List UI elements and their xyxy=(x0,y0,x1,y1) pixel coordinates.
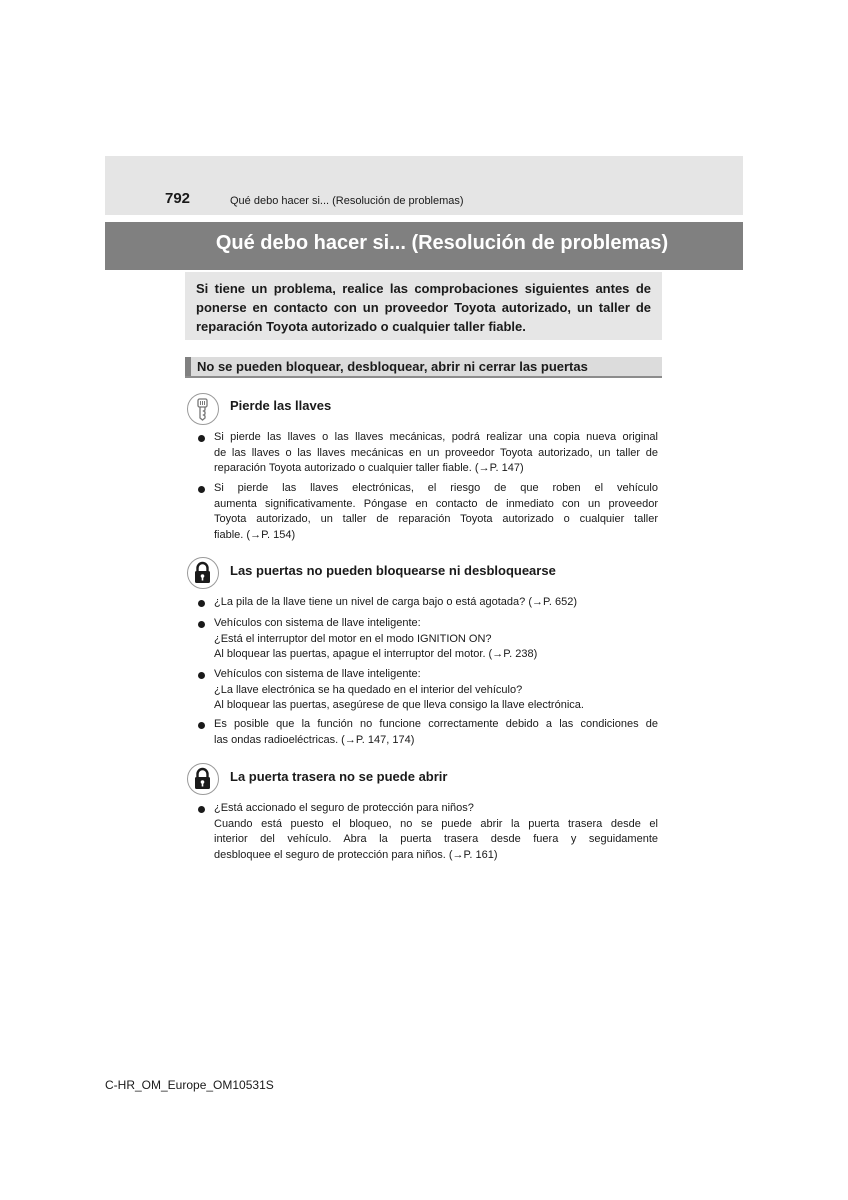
text-line: Al bloquear las puertas, asegúrese de que lleva consigo la llave electrónica. xyxy=(214,699,584,711)
list-item xyxy=(214,481,658,543)
intro-line: ponerse en contacto con un proveedor Toyota autorizado, un taller de xyxy=(196,300,651,315)
intro-line: Si tiene un problema, realice las comprobaciones siguientes antes de xyxy=(196,281,651,296)
title-bar xyxy=(105,222,743,270)
footer-code: C-HR_OM_Europe_OM10531S xyxy=(105,1078,274,1092)
text-line: de las llaves o las llaves mecánicas en un proveedor Toyota autorizado, un taller de xyxy=(214,446,658,459)
lock-icon xyxy=(187,763,219,795)
text-line: ¿La llave electrónica se ha quedado en el interior del vehículo? xyxy=(214,683,523,696)
lock-icon xyxy=(187,557,219,589)
bullet-dot xyxy=(198,621,205,628)
text-line: aumenta significativamente. Póngase en contacto de inmediato con un proveedor xyxy=(214,497,658,510)
section-header xyxy=(185,357,662,378)
list-item xyxy=(214,430,658,477)
bullet-dot xyxy=(198,435,205,442)
section-title: No se pueden bloquear, desbloquear, abrir ni cerrar las puertas xyxy=(197,359,588,374)
text-line: Es posible que la función no funcione correctamente debido a las condiciones de xyxy=(214,718,658,730)
text-line: Vehículos con sistema de llave inteligente: xyxy=(214,668,421,680)
text-line: ¿Está el interruptor del motor en el modo IGNITION ON? xyxy=(214,632,492,645)
intro-box xyxy=(185,272,662,340)
text-line: Toyota autorizado, un taller de reparación Toyota autorizado o cualquier taller xyxy=(214,513,658,525)
text-line: Vehículos con sistema de llave inteligente: xyxy=(214,617,421,629)
page-number: 792 xyxy=(165,190,191,207)
text-line: Al bloquear las puertas, apague el interruptor del motor. (→P. 238) xyxy=(214,648,538,660)
key-icon xyxy=(187,393,219,425)
bullet-dot xyxy=(198,600,205,607)
bullet-dot xyxy=(198,486,205,493)
subsection-title: Pierde las llaves xyxy=(230,398,332,413)
text-line: Si pierde las llaves electrónicas, el riesgo de que roben el vehículo xyxy=(214,482,658,494)
list-item xyxy=(214,717,658,748)
page-title: Qué debo hacer si... (Resolución de problemas) xyxy=(215,232,669,254)
list-item xyxy=(214,801,658,863)
subsection-title: Las puertas no pueden bloquearse ni desbloquearse xyxy=(230,563,556,578)
bullet-dot xyxy=(198,722,205,729)
text-line: ¿La pila de la llave tiene un nivel de carga bajo o está agotada? (→P. 652) xyxy=(214,596,578,608)
text-line: las ondas radioeléctricas. (→P. 147, 174) xyxy=(214,733,415,746)
list-item xyxy=(214,595,658,611)
intro-line: reparación Toyota autorizado o cualquier taller fiable. xyxy=(196,319,526,334)
text-line: reparación Toyota autorizado o cualquier taller fiable. (→P. 147) xyxy=(214,462,524,474)
text-line: desbloquee el seguro de protección para niños. (→P. 161) xyxy=(214,848,498,861)
list-item xyxy=(214,667,658,714)
subsection-title: La puerta trasera no se puede abrir xyxy=(230,769,448,784)
running-head: Qué debo hacer si... (Resolución de problemas) xyxy=(230,195,464,207)
bullet-dot xyxy=(198,806,205,813)
bullet-dot xyxy=(198,672,205,679)
text-line: Si pierde las llaves o las llaves mecánicas, podrá realizar una copia nueva original xyxy=(214,431,658,443)
text-line: fiable. (→P. 154) xyxy=(214,528,296,541)
text-line: Cuando está puesto el bloqueo, no se puede abrir la puerta trasera desde el xyxy=(214,817,658,830)
list-item xyxy=(214,616,658,663)
text-line: interior del vehículo. Abra la puerta trasera desde fuera y seguidamente xyxy=(214,833,658,845)
text-line: ¿Está accionado el seguro de protección para niños? xyxy=(214,802,474,814)
